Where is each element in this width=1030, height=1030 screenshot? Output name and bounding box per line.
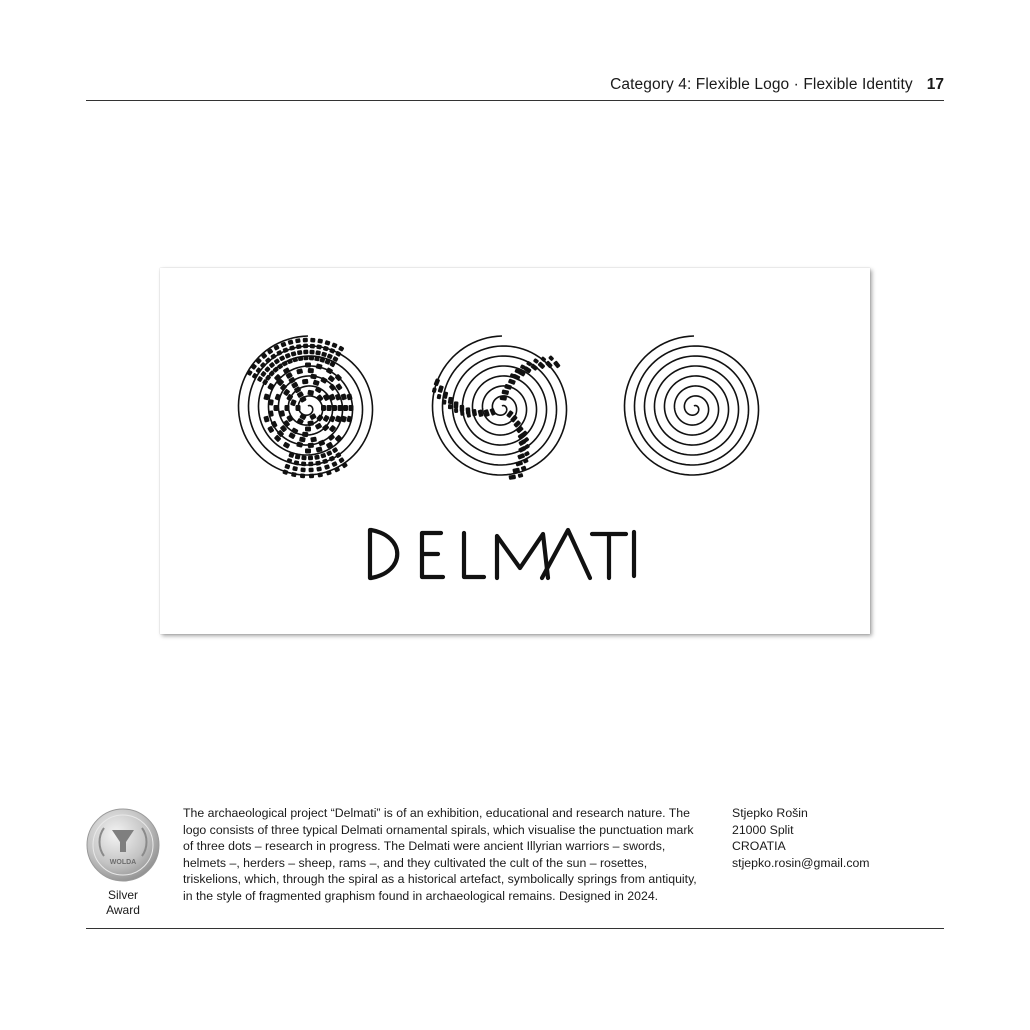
spiral-fragment (334, 466, 340, 472)
spiral-fragment (255, 367, 262, 374)
spiral-fragment (515, 460, 523, 466)
project-description: The archaeological project “Delmati” is of an exhibition, educational and research nature. The logo consists of three typical Delmati ornamental spirals, which visualise the punctuation mark of three dots – research in progress. The Delmati were ancient Illyrian warriors – swords, helmets –, herders – sheep, rams –, and they cultivated the cult of the sun – rosettes, triskelions, which, through the spiral as a historical artefact, symbolically springs from antiquity, in the style of fragmented graphism found in archaeological remains. Designed in 2024. (183, 806, 697, 903)
spiral-fragment (293, 460, 299, 465)
logo-wordmark (370, 530, 634, 578)
spiral-fragment (309, 350, 314, 355)
spiral-fragment (246, 370, 252, 377)
spiral-fragment (308, 456, 313, 461)
spiral-fragment (321, 351, 327, 357)
spiral-fragment (438, 385, 444, 393)
spiral-fragment (338, 345, 345, 351)
letter-d (370, 530, 397, 578)
designer-email[interactable]: stjepko.rosin@gmail.com (732, 855, 870, 870)
spiral-fragment (260, 371, 267, 378)
spiral-fragment (448, 404, 452, 409)
spiral-fragment (302, 379, 308, 385)
spiral-fragment (303, 344, 308, 349)
spiral-fragment (291, 472, 297, 477)
spiral-fragment (274, 405, 279, 411)
spiral-group (238, 336, 758, 480)
page-footer (86, 800, 944, 929)
spiral-fragment (307, 390, 314, 396)
designer-country: CROATIA (732, 839, 786, 853)
spiral-fragment (260, 362, 267, 369)
spiral-fragment (274, 358, 281, 365)
spiral-fragment (323, 394, 330, 402)
spiral-fragment (320, 453, 326, 459)
category-title: Category 4: Flexible Logo · Flexible Identity (610, 76, 913, 93)
spiral-fragment (257, 376, 263, 383)
letter-l (464, 533, 484, 577)
spiral-fragment (284, 464, 290, 470)
spiral-fragment (299, 437, 306, 443)
spiral-fragment (295, 338, 301, 343)
spiral-fragment (309, 356, 314, 361)
spiral-fragment (308, 443, 314, 448)
spiral-fragment (548, 355, 554, 361)
delmati-logo (160, 268, 870, 634)
page-number: 17 (926, 76, 944, 93)
spiral-fragment (316, 344, 322, 349)
spiral-fragment (322, 458, 328, 464)
spiral-fragment (317, 472, 323, 477)
spiral-fragment (509, 475, 517, 480)
spiral-fragment (331, 461, 337, 467)
spiral-fragment (303, 356, 308, 361)
spiral-fragment (331, 342, 337, 348)
spiral-fragment (537, 361, 545, 369)
spiral-fragment (517, 453, 525, 460)
spiral-fragment (316, 466, 322, 471)
award-line-1: Silver (107, 888, 138, 902)
spiral-fragment (291, 351, 297, 357)
spiral-fragment (316, 363, 323, 369)
spiral-fragment (310, 374, 317, 380)
spiral-fragment (297, 350, 303, 355)
spiral-fragment (518, 473, 524, 478)
spiral-fragment (265, 357, 272, 364)
spiral-fragment (292, 466, 298, 471)
spiral-fragment (279, 355, 286, 361)
award-label (86, 888, 160, 918)
spiral-fragment (533, 358, 539, 364)
spiral-fragment (472, 409, 478, 417)
designer-city: 21000 Split (732, 822, 794, 837)
spiral-fragment (460, 410, 465, 415)
spiral-fragment (335, 435, 343, 443)
spiral-fragment (324, 464, 330, 470)
spiral-fragment (309, 474, 314, 479)
letter-e (422, 533, 443, 577)
designer-contact (732, 805, 932, 871)
spiral-fragment (310, 344, 315, 349)
spiral-fragment (301, 461, 306, 466)
spiral-fragment (346, 416, 352, 423)
spiral-fragment (316, 394, 324, 402)
spiral-fragment (313, 379, 320, 386)
spiral-fragment (263, 416, 269, 423)
spiral-fragment (300, 473, 305, 478)
spiral-fragment (310, 338, 315, 343)
spiral-fragment (508, 378, 516, 385)
spiral-fragment (343, 405, 348, 411)
spiral-fragment (501, 389, 509, 395)
spiral-fragment (285, 405, 290, 411)
silver-medal-icon (86, 808, 160, 882)
spiral-fragment (269, 362, 276, 369)
spiral-fragment (288, 339, 294, 345)
spiral-fragment (305, 363, 311, 368)
spiral-fragment (315, 350, 321, 355)
spiral-fragment (296, 405, 301, 411)
spiral-fragment (341, 462, 348, 468)
spiral-fragment (504, 384, 512, 390)
spiral-fragment (283, 442, 291, 449)
spiral-fragment (500, 395, 508, 400)
spiral-fragment (296, 441, 303, 447)
spiral-fragment (338, 405, 343, 411)
designer-name: Stjepko Rošin (732, 806, 808, 820)
spiral-fragment (307, 420, 314, 426)
spiral-fragment (268, 410, 274, 417)
spiral-fragment (323, 346, 329, 352)
spiral-fragment (489, 408, 496, 416)
spiral-fragment (327, 433, 335, 441)
spiral-fragment (252, 373, 258, 380)
svg-text:WOLDA: WOLDA (109, 859, 137, 866)
spiral-fragment (301, 455, 306, 460)
spiral-fragment (432, 387, 437, 393)
spiral-fragment (442, 391, 448, 399)
spiral-fragment (302, 432, 308, 438)
spiral-fragment (310, 437, 317, 443)
letter-t (592, 534, 626, 578)
spiral-fragment (315, 423, 323, 430)
spiral-fragment (553, 360, 561, 368)
page-header (86, 76, 944, 101)
spiral-fragment (317, 338, 323, 343)
spiral-fragment (349, 405, 354, 411)
spiral-fragment (314, 455, 320, 460)
spiral-2 (432, 336, 566, 475)
spiral-fragment (437, 394, 442, 400)
spiral-fragment (433, 378, 440, 386)
spiral-fragment (300, 467, 305, 472)
spiral-fragment (268, 399, 274, 406)
spiral-fragment (298, 356, 304, 361)
spiral-fragment (329, 383, 337, 391)
spiral-fragment (303, 338, 308, 343)
spiral-fragment (285, 353, 291, 359)
spiral-fragment (324, 340, 330, 346)
spiral-fragment (308, 468, 313, 473)
spiral-fragment (305, 427, 311, 432)
spiral-fragment (523, 458, 529, 464)
logo-card (160, 268, 870, 634)
spiral-fragment (322, 424, 330, 432)
spiral-fragment (296, 344, 302, 349)
spiral-fragment (321, 405, 326, 411)
spiral-fragment (296, 368, 303, 374)
spiral-fragment (314, 356, 320, 361)
spiral-fragment (305, 449, 311, 454)
spiral-fragment (327, 405, 332, 411)
spiral-3 (624, 336, 758, 475)
spiral-fragment (545, 360, 553, 368)
spiral-fragment (442, 399, 446, 404)
spiral-fragment (315, 460, 321, 465)
letter-m (497, 534, 548, 578)
spiral-fragment (264, 366, 271, 373)
spiral-fragment (308, 368, 314, 373)
spiral-fragment (454, 408, 458, 413)
award-line-2: Award (106, 903, 140, 917)
spiral-fragment (332, 405, 337, 411)
spiral-fragment (454, 401, 459, 408)
spiral-fragment (346, 393, 352, 400)
spiral-fragment (303, 350, 308, 355)
spiral-fragment (267, 383, 274, 391)
spiral-fragment (308, 462, 313, 467)
